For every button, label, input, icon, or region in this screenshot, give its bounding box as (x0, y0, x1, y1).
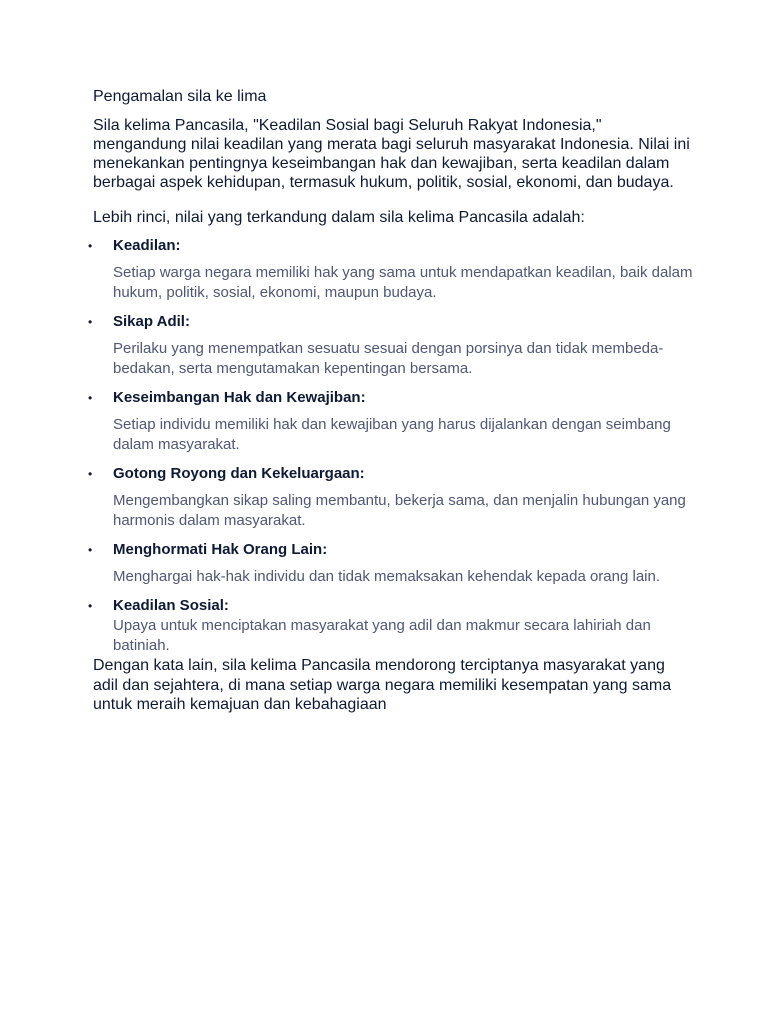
list-item-description: Setiap warga negara memiliki hak yang sama untuk mendapatkan keadilan, baik dalam hukum, politik, sosial, ekonomi, maupun budaya. (113, 264, 693, 301)
document-page (88, 87, 693, 715)
list-item (88, 312, 693, 379)
list-item (88, 596, 693, 656)
intro-paragraph: Sila kelima Pancasila, "Keadilan Sosial bagi Seluruh Rakyat Indonesia," mengandung nilai keadilan yang merata bagi seluruh masyarakat Indonesia. Nilai ini menekankan pentingnya keseimbangan hak dan kewajiban, serta keadilan dalam berbagai aspek kehidupan, termasuk hukum, politik, sosial, ekonomi, dan budaya. (93, 117, 690, 191)
document-title: Pengamalan sila ke lima (93, 88, 267, 105)
list-item-title: Keseimbangan Hak dan Kewajiban: (113, 389, 366, 406)
list-item-title: Keadilan: (113, 237, 181, 254)
list-item-title: Menghormati Hak Orang Lain: (113, 541, 328, 558)
list-item (88, 236, 693, 303)
closing-paragraph: Dengan kata lain, sila kelima Pancasila mendorong terciptanya masyarakat yang adil dan sejahtera, di mana setiap warga negara memiliki kesempatan yang sama untuk meraih kemajuan dan kebahagiaan (93, 657, 672, 713)
bullet-icon: • (88, 239, 93, 253)
list-item-description: Upaya untuk menciptakan masyarakat yang adil dan makmur secara lahiriah dan batiniah. (113, 617, 651, 654)
list-item (88, 388, 693, 455)
list-item (88, 540, 693, 587)
list-item-title: Keadilan Sosial: (113, 597, 229, 614)
bullet-icon: • (88, 467, 93, 481)
list-item-title: Sikap Adil: (113, 313, 190, 330)
bullet-icon: • (88, 391, 93, 405)
list-item-title: Gotong Royong dan Kekeluargaan: (113, 465, 365, 482)
list-item-description: Perilaku yang menempatkan sesuatu sesuai dengan porsinya dan tidak membeda-bedakan, serta mengutamakan kepentingan bersama. (113, 340, 664, 377)
bullet-icon: • (88, 599, 93, 613)
lead-paragraph: Lebih rinci, nilai yang terkandung dalam sila kelima Pancasila adalah: (93, 209, 585, 226)
bullet-icon: • (88, 543, 93, 557)
list-item-description: Setiap individu memiliki hak dan kewajiban yang harus dijalankan dengan seimbang dalam masyarakat. (113, 416, 671, 453)
list-item-description: Menghargai hak-hak individu dan tidak memaksakan kehendak kepada orang lain. (113, 568, 661, 585)
bullet-icon: • (88, 315, 93, 329)
list-item (88, 464, 693, 531)
list-item-description: Mengembangkan sikap saling membantu, bekerja sama, dan menjalin hubungan yang harmonis dalam masyarakat. (113, 492, 686, 529)
values-list (88, 236, 693, 656)
